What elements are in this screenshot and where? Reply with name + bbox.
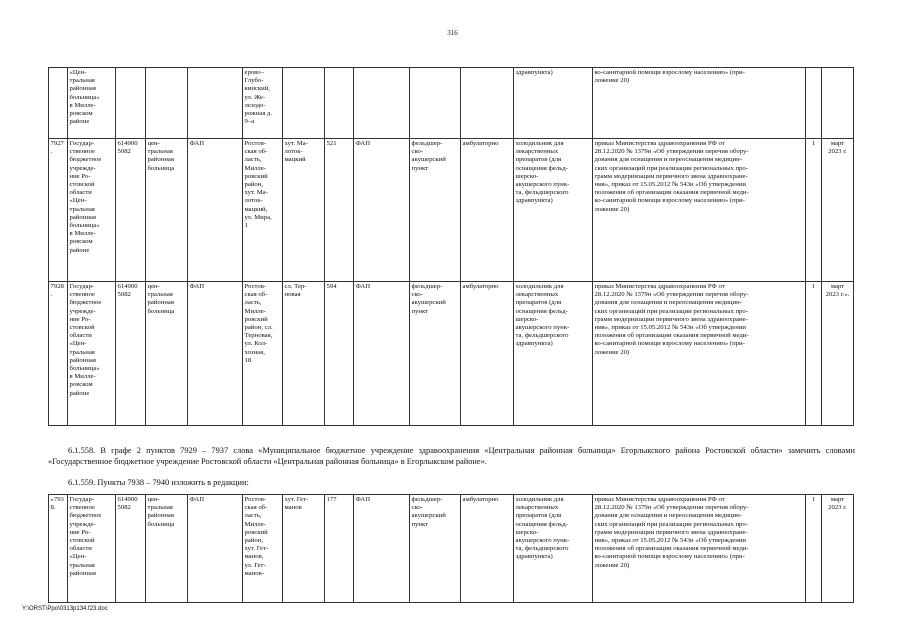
cell-name: «Цен- тральная районная больница» в Милле- ровском районе [68, 68, 116, 139]
cell-equipment: здравпункта) [514, 68, 593, 139]
cell-locality [283, 68, 325, 139]
cell-unit: цен- тральная районная больница [146, 495, 188, 603]
cell-qty [806, 68, 822, 139]
cell-population [325, 68, 354, 139]
cell-num: «7938. [49, 495, 68, 603]
cell-unit [146, 68, 188, 139]
cell-basis: приказ Министерства здравоохранения РФ от 28.12.2020 № 1379н «Об утверждении перечня обору- дования для оснащения и переоснащения медицин- ских организаций при реализации региональных про- грамм модернизации первичного звена здравоохране- ния», приказ от 15.05.2012 № 543н «Об утверждении положения об организации оказания первичной меди- ко-санитарной помощи взрослому населению» (при- ложение 20) [593, 495, 806, 603]
cell-locality: сл. Тер- новая [283, 282, 325, 426]
cell-type2 [354, 68, 410, 139]
cell-code [116, 68, 146, 139]
cell-locality: хут. Ма- лоток- мацкий [283, 139, 325, 282]
cell-profile: фельдшер- ско- акушерский пункт [410, 282, 461, 426]
cell-unit: цен- тральная районная больница [146, 282, 188, 426]
cell-care: амбулаторно [461, 282, 514, 426]
cell-name: Государ- ственное бюджетное учрежде- ние Ро- стовской области «Цен- тральная районная больница» в Милле- ровском районе [68, 282, 116, 426]
cell-name: Государ- ственное бюджетное учрежде- ние Ро- стовской области «Цен- тральная районная [68, 495, 116, 603]
cell-care [461, 68, 514, 139]
cell-type2: ФАП [354, 282, 410, 426]
cell-basis: приказ Министерства здравоохранения РФ от 28.12.2020 № 1379н «Об утверждении перечня обору- дования для оснащения и переоснащения медицин- ских организаций при реализации региональных про- грамм модернизации первичного звена здравоохране- ния», приказ от 15.05.2012 № 543н «Об утверждении положения об организации оказания первичной меди- ко-санитарной помощи взрослому населению» (при- ложение 20) [593, 282, 806, 426]
paragraph-6-1-558 [48, 446, 855, 467]
cell-address: Ростов- ская об- ласть, Милле- ровский район, сл. Терновая, ул. Кол- хозная, 18 [243, 282, 283, 426]
cell-type2: ФАП [354, 495, 410, 603]
cell-num: 7927. [49, 139, 68, 282]
cell-num [49, 68, 68, 139]
paragraph-6-1-559-text: 6.1.559. Пункты 7938 – 7940 изложить в редакции: [68, 478, 249, 487]
cell-type: ФАП [188, 282, 243, 426]
table-row-7927 [49, 139, 854, 282]
cell-date: март 2023 г. [822, 139, 854, 282]
cell-unit: цен- тральная районная больница [146, 139, 188, 282]
cell-code: 614900 5082 [116, 495, 146, 603]
cell-num: 7928. [49, 282, 68, 426]
cell-population: 177 [325, 495, 354, 603]
cell-address: ерово– Глубо- кинский, ул. Же- лезодо- рожная д. 9–а [243, 68, 283, 139]
cell-date: март 2023 г. [822, 495, 854, 603]
cell-basis: приказ Министерства здравоохранения РФ от 28.12.2020 № 1379н «Об утверждении перечня обору- дования для оснащения и переоснащения медицин- ских организаций при реализации региональных про- грамм модернизации первичного звена здравоохране- ния», приказ от 15.05.2012 № 543н «Об утверждении положения об организации оказания первичной меди- ко-санитарной помощи взрослому населению» (при- ложение 20) [593, 139, 806, 282]
cell-equipment: холодильник для лекарственных препаратов (для оснащения фельд- шерско- акушерского пунк- та, фельдшерского здравпункта) [514, 139, 593, 282]
register-table-bottom [48, 494, 854, 603]
cell-qty: 1 [806, 139, 822, 282]
table-row-continued [49, 68, 854, 139]
cell-population: 594 [325, 282, 354, 426]
cell-code: 614900 5082 [116, 282, 146, 426]
cell-date [822, 68, 854, 139]
register-table-top [48, 67, 854, 426]
cell-type: ФАП [188, 139, 243, 282]
cell-type [188, 68, 243, 139]
cell-profile [410, 68, 461, 139]
cell-type: ФАП [188, 495, 243, 603]
cell-population: 521 [325, 139, 354, 282]
cell-address: Ростов- ская об- ласть, Милле- ровский район, хут. Гет- манов, ул. Гет- манов- [243, 495, 283, 603]
cell-basis: ко-санитарной помощи взрослому населению» (при- ложение 20) [593, 68, 806, 139]
cell-address: Ростов- ская об- ласть, Милле- ровский район, хут. Ма- лоток- мацкий, ул. Мира, 1 [243, 139, 283, 282]
cell-profile: фельдшер- ско- акушерский пункт [410, 139, 461, 282]
cell-date: март 2023 г.». [822, 282, 854, 426]
cell-care: амбулаторно [461, 495, 514, 603]
page-number: 316 [447, 29, 458, 37]
cell-qty: 1 [806, 495, 822, 603]
table-row-7938 [49, 495, 854, 603]
table-row-7928 [49, 282, 854, 426]
paragraph-6-1-558-text: 6.1.558. В графе 2 пунктов 7929 – 7937 слова «Муниципальное бюджетное учреждение здравоохранения «Центральная районная больница» Егорлыкского района Ростовской области» заменить словами «Государственное бюджетное учреждение Ростовской области «Центральная районная больница» в Егорлыкском районе». [48, 446, 855, 466]
cell-profile: фельдшер- ско- акушерский пункт [410, 495, 461, 603]
cell-qty: 1 [806, 282, 822, 426]
cell-type2: ФАП [354, 139, 410, 282]
cell-care: амбулаторно [461, 139, 514, 282]
cell-code: 614900 5082 [116, 139, 146, 282]
cell-equipment: холодильник для лекарственных препаратов (для оснащения фельд- шерско- акушерского пунк- та, фельдшерского здравпункта) [514, 495, 593, 603]
paragraph-6-1-559 [48, 478, 855, 489]
cell-equipment: холодильник для лекарственных препаратов (для оснащения фельд- шерско- акушерского пунк- та, фельдшерского здравпункта) [514, 282, 593, 426]
cell-name: Государ- ственное бюджетное учрежде- ние Ро- стовской области «Цен- тральная районная больница» в Милле- ровском районе [68, 139, 116, 282]
cell-locality: хут. Гет- манов [283, 495, 325, 603]
footer-file-path: Y:\ORST\Ppo\0313p134.f23.doc [22, 606, 108, 612]
